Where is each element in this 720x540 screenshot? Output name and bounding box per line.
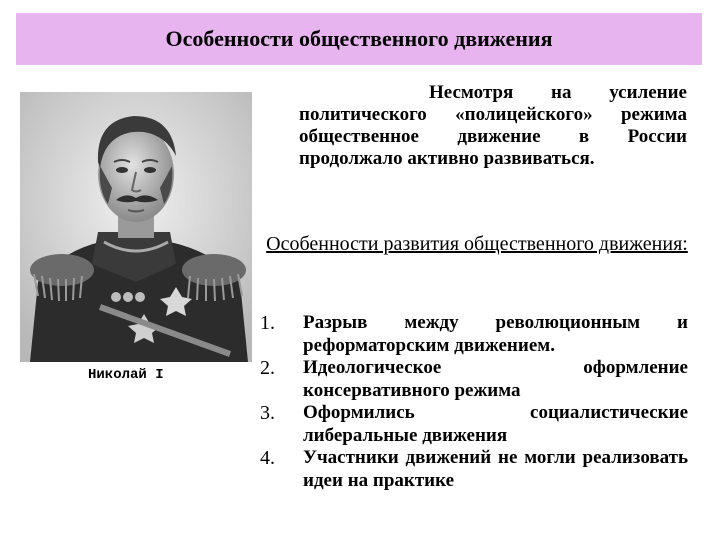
list-item [260, 447, 688, 492]
list-text: Участники движений не могли реализовать идеи на практике [303, 447, 688, 491]
title-bar [16, 13, 702, 65]
list-number: 1. [260, 312, 275, 334]
portrait-image [20, 92, 252, 362]
portrait-caption: Николай I [88, 367, 164, 383]
list-item [260, 402, 688, 447]
intro-paragraph: Несмотря на усиление политического «полицейского» режима общественное движение в России продолжало активно развиваться. [299, 82, 687, 169]
list-number: 3. [260, 402, 275, 424]
list-number: 4. [260, 447, 275, 469]
features-list [260, 312, 688, 492]
list-text: Идеологическое оформление консервативного режима [303, 357, 688, 401]
list-text: Оформились социалистические либеральные движения [303, 402, 688, 446]
slide-title: Особенности общественного движения [165, 26, 553, 51]
list-item [260, 312, 688, 357]
section-heading: Особенности развития общественного движения: [266, 233, 688, 255]
list-number: 2. [260, 357, 275, 379]
list-text: Разрыв между революционным и реформаторским движением. [303, 312, 688, 356]
list-item [260, 357, 688, 402]
